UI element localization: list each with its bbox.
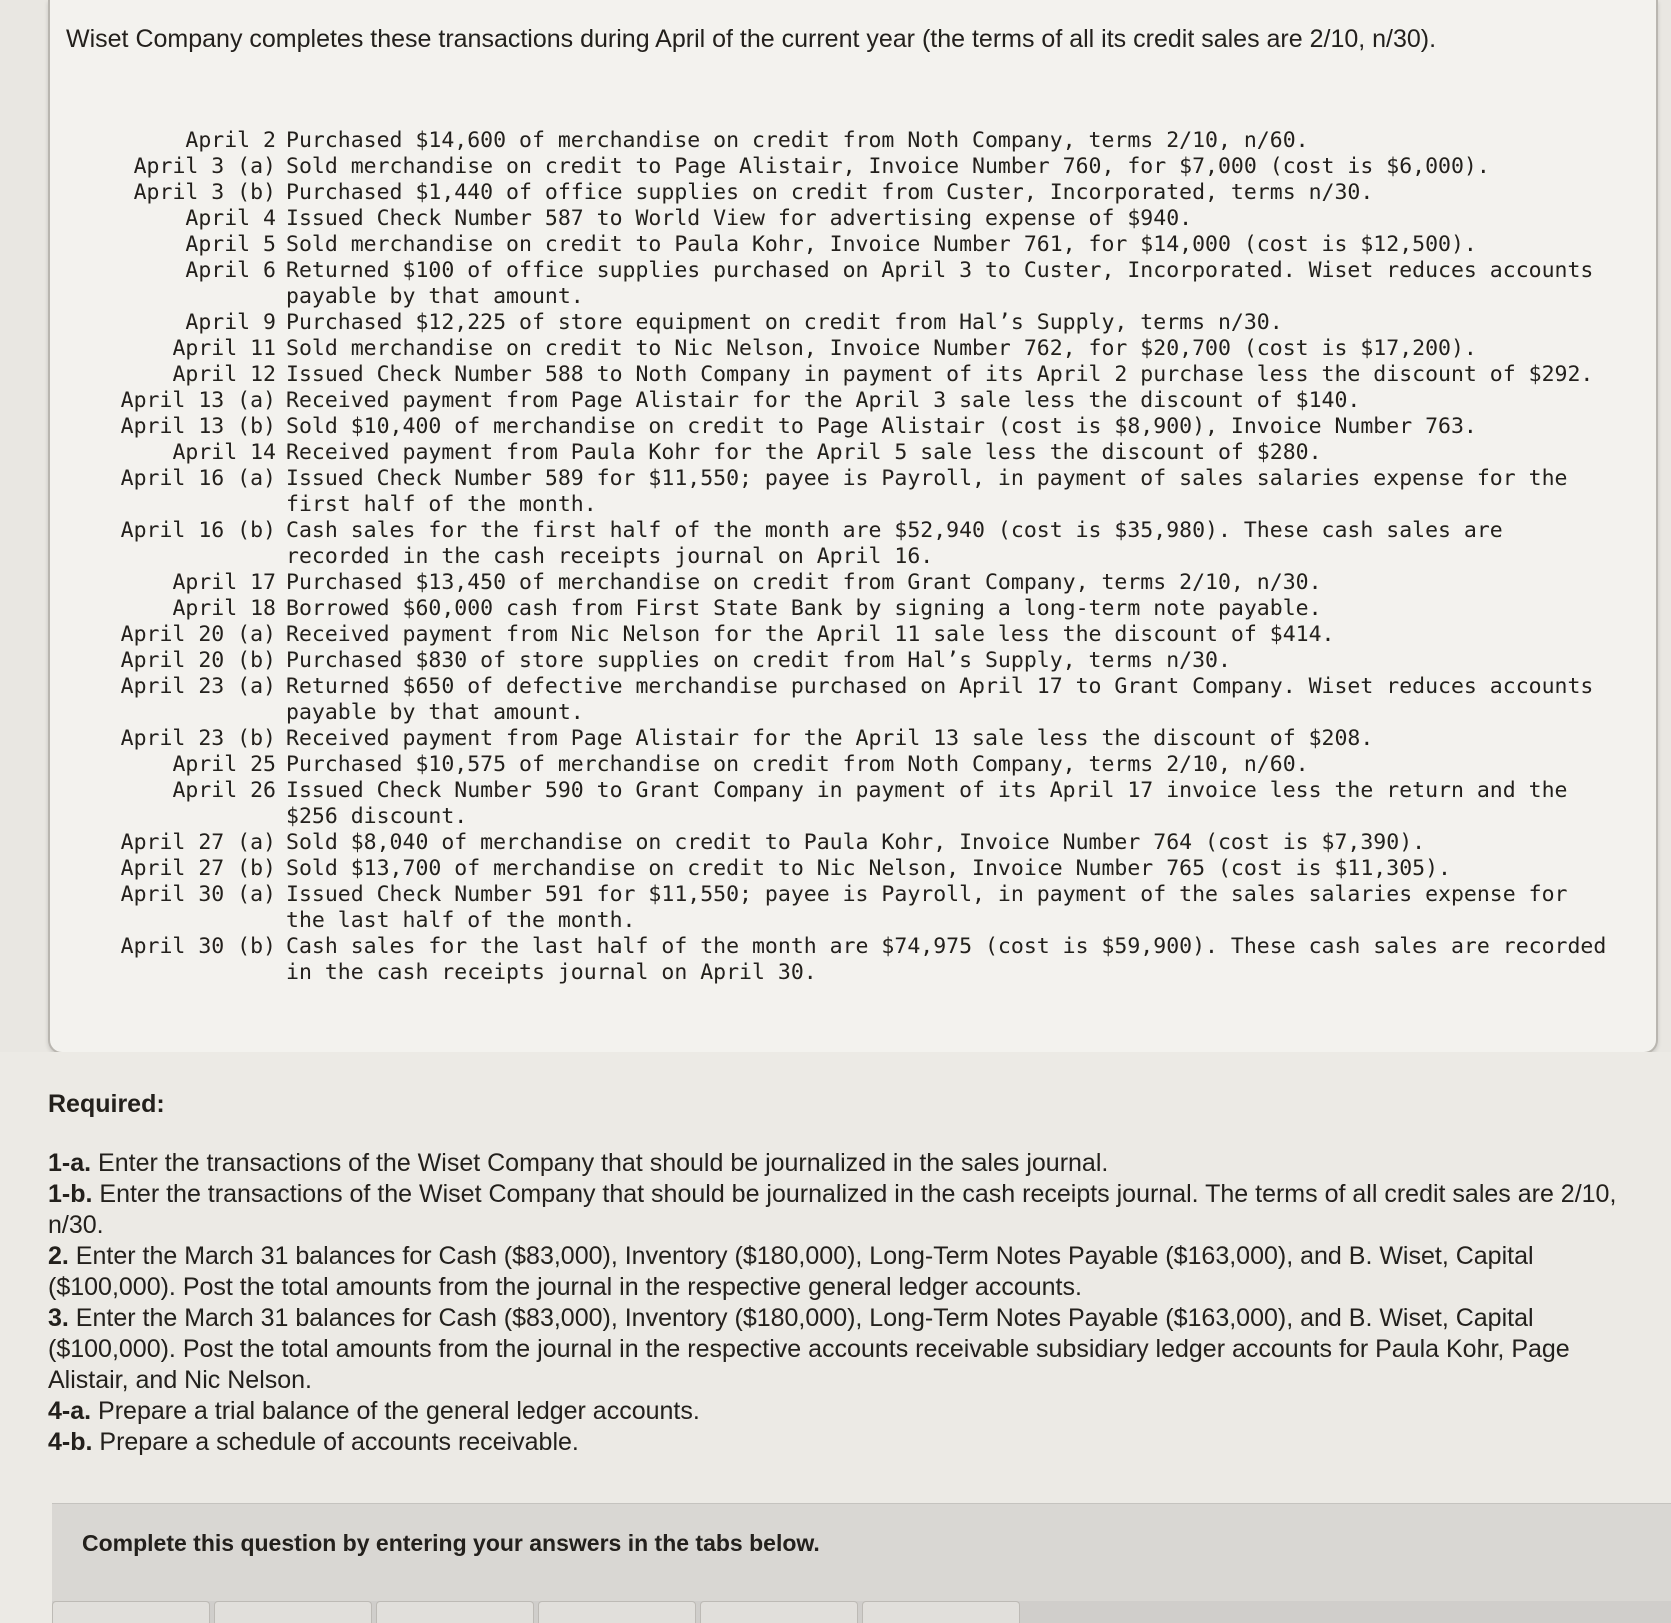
- transaction-date: April 11: [172, 336, 276, 361]
- transaction-row: [60, 258, 1610, 310]
- required-item: [48, 1179, 1628, 1241]
- transaction-row: [60, 752, 1610, 778]
- transaction-date: April 27 (a): [120, 830, 276, 855]
- transaction-row: [60, 622, 1610, 648]
- transaction-description: Purchased $12,225 of store equipment on credit from Hal’s Supply, terms n/30.: [286, 310, 1283, 335]
- transaction-row: [60, 518, 1610, 570]
- required-list: [48, 1148, 1628, 1458]
- transaction-row: [60, 414, 1610, 440]
- transaction-date: April 26: [172, 778, 276, 803]
- transaction-date: April 13 (b): [120, 414, 276, 439]
- answer-tabs: [52, 1601, 1671, 1623]
- transaction-description: Sold $10,400 of merchandise on credit to Page Alistair (cost is $8,900), Invoice Number 763.: [286, 414, 1477, 439]
- transaction-list: [60, 128, 1610, 986]
- transaction-description: Purchased $10,575 of merchandise on credit from Noth Company, terms 2/10, n/60.: [286, 752, 1309, 777]
- transaction-date: April 3 (b): [133, 180, 276, 205]
- transaction-description: Received payment from Paula Kohr for the April 5 sale less the discount of $280.: [286, 440, 1322, 465]
- transaction-date: April 5: [185, 232, 276, 257]
- transaction-description: Returned $650 of defective merchandise purchased on April 17 to Grant Company. Wiset reduces accounts payable by that amount.: [286, 674, 1594, 725]
- transaction-date: April 4: [185, 206, 276, 231]
- transaction-description: Issued Check Number 591 for $11,550; payee is Payroll, in payment of the sales salaries expense for the last half of the month.: [286, 882, 1568, 933]
- transaction-date: April 6: [185, 258, 276, 283]
- transaction-description: Cash sales for the first half of the month are $52,940 (cost is $35,980). These cash sales are recorded in the cash receipts journal on April 16.: [286, 518, 1503, 569]
- transaction-date: April 13 (a): [120, 388, 276, 413]
- transaction-row: [60, 128, 1610, 154]
- transaction-date: April 30 (a): [120, 882, 276, 907]
- transaction-description: Borrowed $60,000 cash from First State Bank by signing a long-term note payable.: [286, 596, 1322, 621]
- transaction-description: Purchased $1,440 of office supplies on credit from Custer, Incorporated, terms n/30.: [286, 180, 1374, 205]
- transaction-row: [60, 596, 1610, 622]
- transaction-row: [60, 206, 1610, 232]
- required-heading: Required:: [48, 1090, 165, 1118]
- transaction-row: [60, 934, 1610, 986]
- transaction-description: Returned $100 of office supplies purchased on April 3 to Custer, Incorporated. Wiset reduces accounts payable by that amount.: [286, 258, 1594, 309]
- transaction-description: Sold merchandise on credit to Nic Nelson, Invoice Number 762, for $20,700 (cost is $17,200).: [286, 336, 1477, 361]
- transaction-row: [60, 466, 1610, 518]
- required-item-label: 2.: [48, 1242, 69, 1270]
- transaction-row: [60, 388, 1610, 414]
- transaction-date: April 17: [172, 570, 276, 595]
- required-item-text: Enter the transactions of the Wiset Company that should be journalized in the sales journal.: [91, 1149, 1109, 1177]
- transaction-date: April 27 (b): [120, 856, 276, 881]
- transaction-date: April 12: [172, 362, 276, 387]
- transaction-date: April 23 (b): [120, 726, 276, 751]
- transaction-description: Sold merchandise on credit to Page Alistair, Invoice Number 760, for $7,000 (cost is $6,000).: [286, 154, 1490, 179]
- transaction-description: Sold $8,040 of merchandise on credit to Paula Kohr, Invoice Number 764 (cost is $7,390).: [286, 830, 1426, 855]
- transaction-description: Purchased $14,600 of merchandise on credit from Noth Company, terms 2/10, n/60.: [286, 128, 1309, 153]
- required-item-text: Enter the March 31 balances for Cash ($83,000), Inventory ($180,000), Long-Term Notes Payable ($163,000), and B. Wiset, Capital ($100,000). Post the total amounts from the journal in the respective general ledger accounts.: [48, 1242, 1534, 1301]
- transaction-row: [60, 180, 1610, 206]
- transaction-description: Received payment from Page Alistair for the April 13 sale less the discount of $208.: [286, 726, 1374, 751]
- required-item-text: Enter the March 31 balances for Cash ($83,000), Inventory ($180,000), Long-Term Notes Payable ($163,000), and B. Wiset, Capital ($100,000). Post the total amounts from the journal in the respective accounts receivable subsidiary ledger accounts for Paula Kohr, Page Alistair, and Nic Nelson.: [48, 1304, 1570, 1394]
- transaction-description: Purchased $830 of store supplies on credit from Hal’s Supply, terms n/30.: [286, 648, 1231, 673]
- complete-prompt: Complete this question by entering your answers in the tabs below.: [82, 1530, 820, 1556]
- transaction-description: Issued Check Number 588 to Noth Company in payment of its April 2 purchase less the discount of $292.: [286, 362, 1594, 387]
- transaction-description: Cash sales for the last half of the month are $74,975 (cost is $59,900). These cash sales are recorded in the cash receipts journal on April 30.: [286, 934, 1607, 985]
- transaction-row: [60, 674, 1610, 726]
- transaction-row: [60, 648, 1610, 674]
- transaction-description: Sold $13,700 of merchandise on credit to Nic Nelson, Invoice Number 765 (cost is $11,305).: [286, 856, 1451, 881]
- required-item-text: Prepare a schedule of accounts receivable.: [92, 1428, 579, 1456]
- transaction-date: April 16 (b): [120, 518, 276, 543]
- transaction-row: [60, 570, 1610, 596]
- answer-tab[interactable]: [700, 1601, 858, 1623]
- transaction-row: [60, 778, 1610, 830]
- instructions-banner: [52, 1503, 1671, 1602]
- required-item-label: 1-a.: [48, 1149, 92, 1177]
- answer-tab[interactable]: [214, 1601, 372, 1623]
- problem-intro: Wiset Company completes these transactions during April of the current year (the terms of all its credit sales are 2/10, n/30).: [66, 25, 1437, 53]
- transaction-row: [60, 726, 1610, 752]
- transaction-description: Issued Check Number 589 for $11,550; payee is Payroll, in payment of sales salaries expense for the first half of the month.: [286, 466, 1568, 517]
- transaction-date: April 20 (a): [120, 622, 276, 647]
- answer-tab[interactable]: [538, 1601, 696, 1623]
- transaction-date: April 20 (b): [120, 648, 276, 673]
- transaction-description: Issued Check Number 590 to Grant Company in payment of its April 17 invoice less the return and the $256 discount.: [286, 778, 1568, 829]
- transaction-date: April 9: [185, 310, 276, 335]
- transaction-row: [60, 310, 1610, 336]
- transaction-row: [60, 362, 1610, 388]
- transaction-row: [60, 336, 1610, 362]
- transaction-row: [60, 440, 1610, 466]
- transaction-description: Received payment from Nic Nelson for the April 11 sale less the discount of $414.: [286, 622, 1335, 647]
- answer-tab[interactable]: [52, 1601, 210, 1623]
- transaction-date: April 23 (a): [120, 674, 276, 699]
- required-item-label: 1-b.: [48, 1180, 93, 1208]
- transaction-row: [60, 830, 1610, 856]
- transaction-row: [60, 882, 1610, 934]
- transaction-date: April 14: [172, 440, 276, 465]
- transaction-date: April 16 (a): [120, 466, 276, 491]
- transaction-date: April 25: [172, 752, 276, 777]
- transaction-description: Issued Check Number 587 to World View for advertising expense of $940.: [286, 206, 1193, 231]
- transaction-description: Received payment from Page Alistair for the April 3 sale less the discount of $140.: [286, 388, 1361, 413]
- transaction-description: Sold merchandise on credit to Paula Kohr, Invoice Number 761, for $14,000 (cost is $12,500).: [286, 232, 1477, 257]
- transaction-row: [60, 232, 1610, 258]
- required-item-label: 4-a.: [48, 1397, 92, 1425]
- transaction-date: April 2: [185, 128, 276, 153]
- transaction-row: [60, 154, 1610, 180]
- required-item-label: 4-b.: [48, 1428, 93, 1456]
- transaction-date: April 30 (b): [120, 934, 276, 959]
- required-item: [48, 1427, 1628, 1458]
- required-item-text: Enter the transactions of the Wiset Company that should be journalized in the cash receipts journal. The terms of all credit sales are 2/10, n/30.: [48, 1180, 1617, 1239]
- answer-tab[interactable]: [862, 1601, 1020, 1623]
- transaction-row: [60, 856, 1610, 882]
- required-item: [48, 1303, 1628, 1396]
- transaction-date: April 3 (a): [133, 154, 276, 179]
- required-item: [48, 1396, 1628, 1427]
- required-item-label: 3.: [48, 1304, 69, 1332]
- required-item: [48, 1148, 1628, 1179]
- answer-tab[interactable]: [376, 1601, 534, 1623]
- transaction-description: Purchased $13,450 of merchandise on credit from Grant Company, terms 2/10, n/30.: [286, 570, 1322, 595]
- transaction-date: April 18: [172, 596, 276, 621]
- required-item: [48, 1241, 1628, 1303]
- required-item-text: Prepare a trial balance of the general ledger accounts.: [91, 1397, 700, 1425]
